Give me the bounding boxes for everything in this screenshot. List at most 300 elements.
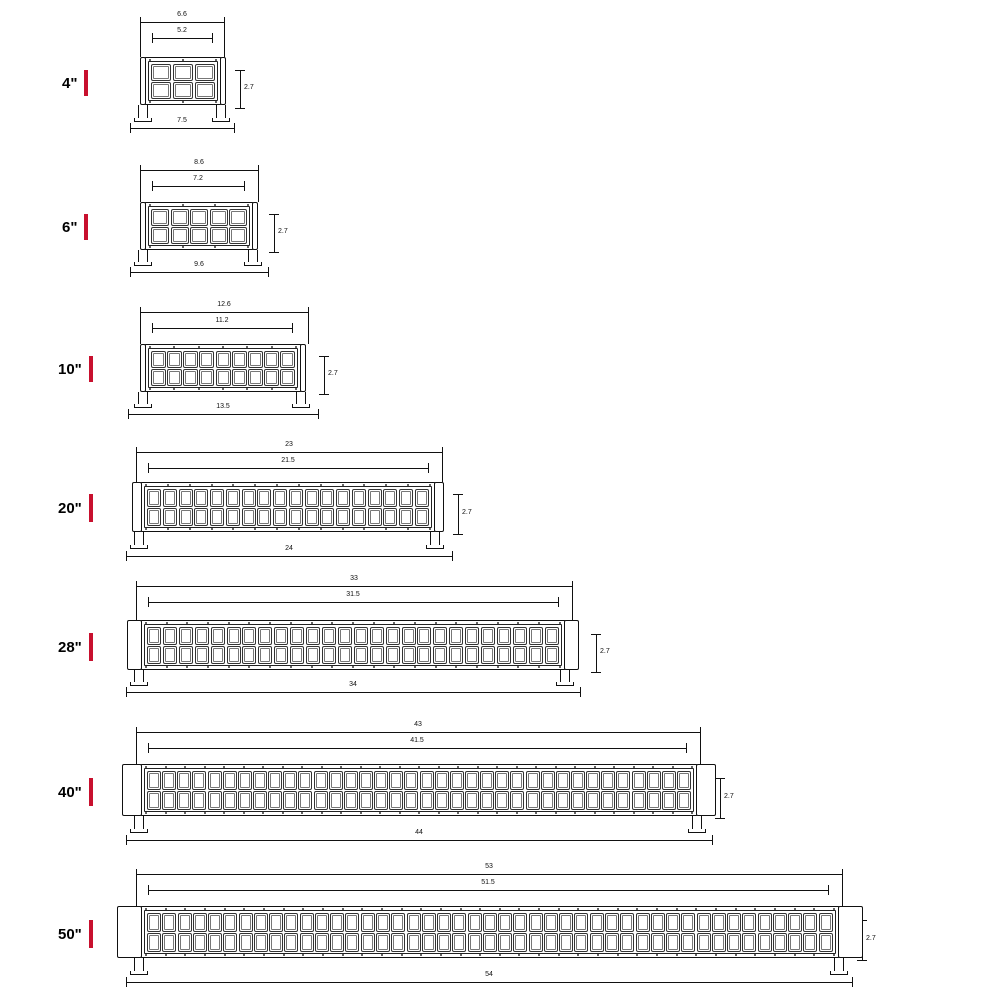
led-emitter	[481, 627, 495, 645]
screw-dot	[173, 388, 175, 390]
end-cap-left	[127, 620, 142, 670]
led-emitter	[199, 351, 214, 368]
row-10-dim-top-inner-tick	[292, 323, 293, 333]
led-emitter	[210, 489, 224, 507]
size-label-row-6	[62, 214, 88, 240]
led-emitter	[435, 771, 449, 790]
end-cap-right	[838, 906, 863, 958]
led-emitter	[223, 791, 237, 810]
led-emitter	[647, 791, 661, 810]
led-emitter	[290, 627, 304, 645]
led-emitter	[450, 771, 464, 790]
screw-dot	[342, 954, 344, 956]
led-emitter	[239, 933, 253, 952]
led-emitter	[289, 489, 303, 507]
screw-dot	[440, 954, 442, 956]
row-20-witness-left	[136, 452, 137, 482]
led-emitter	[208, 771, 222, 790]
screw-dot	[399, 812, 401, 814]
led-emitter	[257, 508, 271, 526]
screw-dot	[211, 528, 213, 530]
screw-dot	[340, 812, 342, 814]
led-emitter	[435, 791, 449, 810]
led-emitter	[556, 771, 570, 790]
led-emitter	[258, 646, 272, 664]
screw-dot	[652, 812, 654, 814]
led-emitter	[344, 771, 358, 790]
led-emitter	[495, 791, 509, 810]
led-emitter	[193, 913, 207, 932]
end-cap-right	[564, 620, 579, 670]
led-emitter	[819, 933, 833, 952]
screw-dot	[594, 812, 596, 814]
row-28-dim-bottom-tick	[126, 687, 127, 697]
led-emitter	[354, 627, 368, 645]
led-emitter	[510, 771, 524, 790]
led-panel	[148, 348, 298, 388]
row-4-witness-left	[140, 22, 141, 57]
screw-dot	[435, 666, 437, 668]
led-emitter	[280, 351, 295, 368]
led-emitter	[177, 791, 191, 810]
led-panel	[148, 61, 218, 101]
led-emitter	[636, 933, 650, 952]
row-40-witness-right	[700, 732, 701, 764]
led-emitter	[314, 771, 328, 790]
led-emitter	[315, 913, 329, 932]
led-emitter	[177, 771, 191, 790]
row-10-dim-bottom-value: 13.5	[216, 403, 230, 410]
row-50-dim-top-inner-tick	[828, 885, 829, 895]
screw-dot	[302, 954, 304, 956]
led-emitter	[433, 627, 447, 645]
screw-dot	[813, 954, 815, 956]
row-50-dim-top-outer-value: 53	[485, 863, 493, 870]
led-emitter	[510, 791, 524, 810]
row-10-dim-bottom-line	[128, 414, 318, 415]
end-cap-left	[117, 906, 142, 958]
led-emitter	[190, 209, 208, 226]
size-label-text: 4"	[62, 74, 78, 92]
screw-dot	[247, 246, 249, 248]
row-20-dim-height-tick	[453, 534, 463, 535]
mounting-foot-stem	[296, 392, 306, 404]
led-emitter	[437, 913, 451, 932]
led-emitter	[151, 369, 166, 386]
row-50-dim-top-outer-line	[136, 874, 842, 875]
led-emitter	[284, 913, 298, 932]
led-emitter	[179, 627, 193, 645]
led-emitter	[298, 771, 312, 790]
led-emitter	[151, 209, 169, 226]
row-10-dim-height-value: 2.7	[328, 370, 338, 377]
led-emitter	[167, 351, 182, 368]
row-20-dim-height-tick	[453, 494, 463, 495]
led-emitter	[242, 489, 256, 507]
led-emitter	[651, 933, 665, 952]
end-cap-left	[140, 344, 146, 392]
led-emitter	[208, 913, 222, 932]
led-emitter	[742, 913, 756, 932]
led-emitter	[178, 933, 192, 952]
row-10-dim-top-outer-line	[140, 312, 308, 313]
led-emitter	[359, 771, 373, 790]
mounting-foot-stem	[692, 816, 702, 829]
mounting-foot-stem	[134, 670, 144, 682]
screw-dot	[754, 954, 756, 956]
row-28-dim-height-line	[596, 634, 597, 672]
led-emitter	[151, 82, 171, 99]
row-10-dim-top-inner-value: 11.2	[215, 317, 229, 324]
size-label-text: 6"	[62, 218, 78, 236]
led-emitter	[147, 791, 161, 810]
screw-dot	[262, 812, 264, 814]
screw-dot	[228, 666, 230, 668]
mounting-foot-stem	[216, 105, 226, 118]
screw-dot	[165, 954, 167, 956]
led-emitter	[452, 933, 466, 952]
led-emitter	[195, 82, 215, 99]
size-label-text: 10"	[58, 360, 82, 378]
row-40-dim-height-value: 2.7	[724, 793, 734, 800]
led-emitter	[290, 646, 304, 664]
led-emitter	[662, 791, 676, 810]
screw-dot	[145, 666, 147, 668]
mounting-foot-base	[134, 118, 152, 122]
row-50-dim-bottom-value: 54	[485, 971, 493, 978]
led-emitter	[819, 913, 833, 932]
bar-housing	[140, 906, 840, 958]
led-emitter	[415, 508, 429, 526]
row-10-dim-bottom-tick	[318, 409, 319, 419]
mounting-foot-base	[292, 404, 310, 408]
row-4-dim-height-tick	[235, 70, 245, 71]
led-panel	[148, 206, 250, 246]
led-emitter	[179, 508, 193, 526]
led-emitter	[344, 791, 358, 810]
row-28-dim-bottom-value: 34	[349, 681, 357, 688]
screw-dot	[833, 954, 835, 956]
row-6-witness-right	[258, 170, 259, 202]
led-emitter	[229, 209, 247, 226]
led-emitter	[556, 791, 570, 810]
row-28-dim-top-inner-tick	[148, 597, 149, 607]
led-emitter	[195, 627, 209, 645]
led-emitter	[273, 489, 287, 507]
screw-dot	[535, 812, 537, 814]
led-emitter	[529, 646, 543, 664]
led-emitter	[803, 913, 817, 932]
screw-dot	[401, 954, 403, 956]
screw-dot	[695, 954, 697, 956]
led-row	[146, 932, 834, 952]
led-emitter	[402, 646, 416, 664]
led-row	[146, 488, 430, 507]
led-emitter	[232, 351, 247, 368]
row-28-witness-right	[572, 586, 573, 620]
led-emitter	[223, 771, 237, 790]
led-emitter	[677, 771, 691, 790]
row-20-dim-top-outer-value: 23	[285, 441, 293, 448]
led-emitter	[167, 369, 182, 386]
size-label-text: 50"	[58, 925, 82, 943]
screw-dot	[182, 246, 184, 248]
led-emitter	[162, 791, 176, 810]
screw-dot	[499, 954, 501, 956]
bar-housing	[140, 764, 698, 816]
size-label-text: 40"	[58, 783, 82, 801]
led-row	[150, 350, 296, 368]
row-20-dim-height-value: 2.7	[462, 509, 472, 516]
row-4-witness-right	[224, 22, 225, 57]
mounting-foot-base	[830, 971, 848, 975]
led-emitter	[437, 933, 451, 952]
mounting-foot-stem	[248, 250, 258, 262]
row-50-dim-bottom-tick	[852, 977, 853, 987]
led-emitter	[178, 913, 192, 932]
screw-dot	[204, 812, 206, 814]
row-20-dim-height-line	[458, 494, 459, 534]
row-4-dim-bottom-tick	[130, 123, 131, 133]
led-emitter	[389, 771, 403, 790]
row-50-dim-bottom-line	[126, 982, 852, 983]
row-20-dim-top-inner-value: 21.5	[281, 457, 295, 464]
led-emitter	[210, 508, 224, 526]
led-emitter	[163, 646, 177, 664]
end-cap-right	[220, 57, 226, 105]
row-20-dim-top-outer-line	[136, 452, 442, 453]
red-tick-marker	[84, 214, 88, 240]
screw-dot	[321, 812, 323, 814]
led-emitter	[223, 913, 237, 932]
led-emitter	[352, 508, 366, 526]
led-emitter	[497, 627, 511, 645]
led-emitter	[415, 489, 429, 507]
led-emitter	[497, 646, 511, 664]
screw-dot	[558, 954, 560, 956]
screw-dot	[381, 954, 383, 956]
screw-dot	[243, 954, 245, 956]
size-label-text: 20"	[58, 499, 82, 517]
led-emitter	[238, 791, 252, 810]
led-emitter	[226, 489, 240, 507]
led-emitter	[268, 791, 282, 810]
row-10-dim-bottom-tick	[128, 409, 129, 419]
led-emitter	[545, 627, 559, 645]
screw-dot	[215, 101, 217, 103]
row-10-light-bar	[144, 344, 302, 392]
row-4-dim-height-value: 2.7	[244, 84, 254, 91]
row-10-dim-height-tick	[319, 356, 329, 357]
led-emitter	[359, 791, 373, 810]
mounting-foot-stem	[138, 250, 148, 262]
led-emitter	[163, 508, 177, 526]
row-40-dim-bottom-value: 44	[415, 829, 423, 836]
led-row	[146, 626, 560, 645]
row-4-dim-top-inner-line	[152, 38, 212, 39]
led-emitter	[590, 913, 604, 932]
size-label-row-50	[58, 920, 93, 948]
led-emitter	[513, 646, 527, 664]
led-emitter	[163, 489, 177, 507]
row-6-dim-top-inner-tick	[152, 181, 153, 191]
row-6-light-bar	[144, 202, 254, 250]
mounting-foot-base	[130, 545, 148, 549]
screw-dot	[243, 812, 245, 814]
screw-dot	[331, 666, 333, 668]
led-emitter	[192, 791, 206, 810]
led-emitter	[376, 933, 390, 952]
led-emitter	[420, 791, 434, 810]
led-emitter	[329, 771, 343, 790]
led-emitter	[677, 791, 691, 810]
led-emitter	[636, 913, 650, 932]
led-emitter	[383, 489, 397, 507]
led-emitter	[345, 933, 359, 952]
led-row	[150, 63, 216, 81]
row-6-dim-height-tick	[269, 214, 279, 215]
row-28-light-bar	[140, 620, 566, 670]
led-emitter	[452, 913, 466, 932]
row-28-dim-top-inner-tick	[558, 597, 559, 607]
led-emitter	[651, 913, 665, 932]
screw-dot	[363, 528, 365, 530]
led-emitter	[216, 351, 231, 368]
led-emitter	[647, 771, 661, 790]
screw-row	[149, 101, 217, 103]
screw-dot	[538, 666, 540, 668]
screw-dot	[290, 666, 292, 668]
screw-dot	[476, 666, 478, 668]
led-emitter	[147, 933, 161, 952]
led-emitter	[264, 351, 279, 368]
led-emitter	[283, 791, 297, 810]
led-emitter	[320, 508, 334, 526]
row-20-dim-top-inner-tick	[148, 463, 149, 473]
screw-dot	[617, 954, 619, 956]
led-row	[146, 790, 692, 810]
led-emitter	[283, 771, 297, 790]
led-emitter	[352, 489, 366, 507]
screw-dot	[342, 528, 344, 530]
led-emitter	[242, 627, 256, 645]
screw-dot	[555, 812, 557, 814]
led-emitter	[264, 369, 279, 386]
row-28-dim-bottom-tick	[580, 687, 581, 697]
row-6-dim-bottom-tick	[268, 267, 269, 277]
led-emitter	[273, 508, 287, 526]
screw-dot	[636, 954, 638, 956]
row-4-dim-bottom-line	[130, 128, 234, 129]
led-emitter	[210, 209, 228, 226]
led-emitter	[417, 646, 431, 664]
led-emitter	[330, 933, 344, 952]
led-row	[146, 507, 430, 526]
screw-dot	[559, 666, 561, 668]
row-28-dim-bottom-line	[126, 692, 580, 693]
led-emitter	[788, 913, 802, 932]
led-emitter	[590, 933, 604, 952]
mounting-foot-base	[244, 262, 262, 266]
led-emitter	[605, 913, 619, 932]
screw-dot	[352, 666, 354, 668]
row-6-dim-bottom-value: 9.6	[194, 261, 204, 268]
screw-dot	[613, 812, 615, 814]
led-emitter	[345, 913, 359, 932]
end-cap-right	[300, 344, 306, 392]
red-tick-marker	[89, 778, 93, 806]
row-20-dim-top-inner-tick	[428, 463, 429, 473]
row-4-dim-height-tick	[235, 108, 245, 109]
led-emitter	[183, 351, 198, 368]
row-4-dim-top-outer-value: 6.6	[177, 11, 187, 18]
led-emitter	[253, 771, 267, 790]
row-20-dim-bottom-tick	[126, 551, 127, 561]
end-cap-right	[252, 202, 258, 250]
led-emitter	[773, 933, 787, 952]
led-emitter	[465, 791, 479, 810]
screw-dot	[320, 528, 322, 530]
led-emitter	[238, 771, 252, 790]
screw-dot	[214, 246, 216, 248]
led-emitter	[465, 771, 479, 790]
led-emitter	[298, 791, 312, 810]
led-emitter	[147, 771, 161, 790]
led-emitter	[257, 489, 271, 507]
size-label-row-10	[58, 356, 93, 382]
led-emitter	[147, 646, 161, 664]
led-row	[146, 770, 692, 790]
row-40-dim-top-inner-value: 41.5	[410, 737, 424, 744]
screw-dot	[455, 666, 457, 668]
screw-dot	[477, 812, 479, 814]
led-emitter	[208, 933, 222, 952]
led-emitter	[386, 646, 400, 664]
red-tick-marker	[89, 356, 93, 382]
led-row	[150, 81, 216, 99]
led-row	[146, 912, 834, 932]
led-emitter	[773, 913, 787, 932]
led-emitter	[571, 771, 585, 790]
led-emitter	[376, 913, 390, 932]
led-emitter	[274, 646, 288, 664]
red-tick-marker	[89, 920, 93, 948]
row-50-dim-top-inner-value: 51.5	[481, 879, 495, 886]
led-emitter	[173, 64, 193, 81]
screw-dot	[271, 388, 273, 390]
screw-dot	[414, 666, 416, 668]
led-emitter	[171, 209, 189, 226]
led-emitter	[289, 508, 303, 526]
screw-dot	[418, 812, 420, 814]
screw-dot	[577, 954, 579, 956]
led-emitter	[183, 369, 198, 386]
led-emitter	[194, 508, 208, 526]
led-emitter	[727, 933, 741, 952]
mounting-foot-base	[556, 682, 574, 686]
led-emitter	[162, 913, 176, 932]
row-10-witness-left	[140, 312, 141, 344]
led-emitter	[404, 771, 418, 790]
screw-dot	[311, 666, 313, 668]
row-6-dim-top-outer-line	[140, 170, 258, 171]
row-20-dim-bottom-value: 24	[285, 545, 293, 552]
screw-row	[145, 528, 431, 530]
row-40-light-bar	[140, 764, 698, 816]
end-cap-left	[132, 482, 142, 532]
led-emitter	[616, 771, 630, 790]
led-emitter	[697, 913, 711, 932]
